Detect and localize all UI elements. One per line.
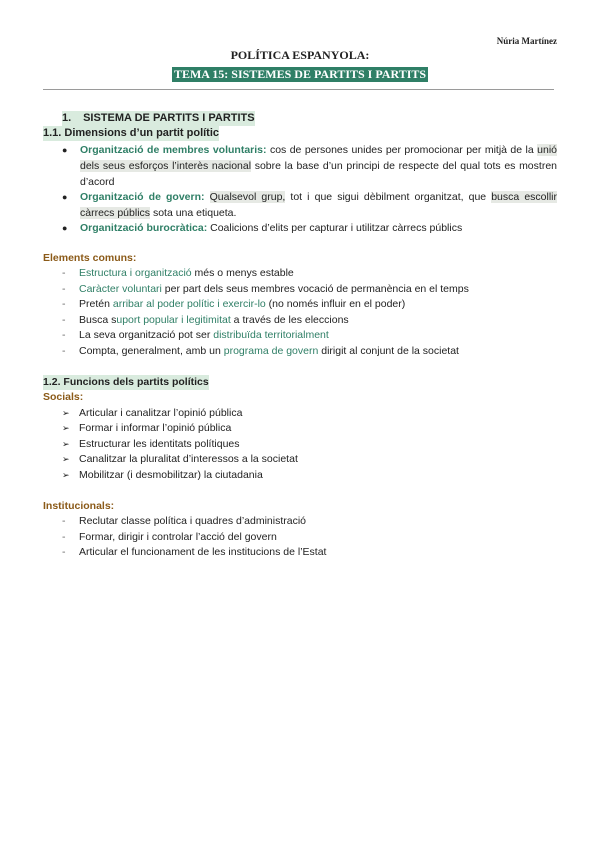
- page-subtitle: TEMA 15: SISTEMES DE PARTITS I PARTITS: [173, 67, 427, 81]
- arrow-icon: ➢: [62, 423, 70, 433]
- institucionals-heading: Institucionals:: [43, 500, 115, 512]
- list-item: [62, 220, 557, 236]
- list-item: [62, 468, 263, 483]
- highlight: unió dels seus esforços l’interès nacional: [80, 144, 557, 172]
- list-item: [62, 452, 298, 467]
- term: Organització de govern:: [80, 191, 205, 203]
- list-item: [62, 406, 242, 421]
- dash-icon: -: [62, 329, 66, 341]
- socials-heading: Socials:: [43, 391, 84, 403]
- dash-icon: -: [62, 546, 66, 558]
- bullet-icon: ●: [62, 192, 68, 202]
- highlight: Qualsevol grup,: [209, 191, 286, 203]
- list-item: [62, 266, 294, 281]
- list-item: [62, 142, 557, 190]
- text: per part dels seus membres vocació de permanència en el temps: [161, 283, 469, 295]
- subsection-heading-1-1: 1.1. Dimensions d’un partit polític: [43, 127, 220, 139]
- text: tot i que sigui dèbilment organitzat, que: [285, 191, 492, 203]
- list-item: [62, 545, 326, 560]
- dash-icon: -: [62, 345, 66, 357]
- list-item: [62, 344, 459, 359]
- list-item: [62, 189, 557, 221]
- text: Articular i canalitzar l’opinió pública: [79, 407, 243, 419]
- text: Mobilitzar (i desmobilitzar) la ciutadania: [79, 469, 263, 481]
- text: Formar i informar l’opinió pública: [79, 422, 232, 434]
- text: Pretén: [79, 298, 113, 310]
- highlight: busca escollir càrrecs públics: [80, 191, 557, 219]
- text: Canalitzar la pluralitat d’interessos a la societat: [79, 453, 298, 465]
- list-item: [62, 328, 329, 343]
- text: Reclutar classe política i quadres d’administració: [79, 515, 307, 527]
- list-item: [62, 421, 231, 436]
- text: Busca s: [79, 314, 117, 326]
- section-number: 1.: [62, 112, 72, 124]
- bullet-icon: ●: [62, 145, 68, 155]
- subsection-heading-1-2: 1.2. Funcions dels partits polítics: [43, 376, 209, 388]
- text: sota una etiqueta.: [150, 207, 237, 219]
- author-name: Núria Martínez: [496, 36, 557, 46]
- arrow-icon: ➢: [62, 454, 70, 464]
- term: Organització burocràtica:: [80, 222, 208, 234]
- dash-icon: -: [62, 267, 66, 279]
- dash-icon: -: [62, 283, 66, 295]
- header-divider: [43, 89, 554, 90]
- text: Estructurar les identitats polítiques: [79, 438, 240, 450]
- highlight: arribar al poder polític i exercir-lo: [112, 298, 266, 310]
- highlight: distribuïda territorialment: [213, 329, 329, 341]
- text: més o menys estable: [191, 267, 294, 279]
- highlight: uport popular i legitimitat: [116, 314, 231, 326]
- text: Formar, dirigir i controlar l’acció del govern: [79, 531, 277, 543]
- text: (no només influir en el poder): [265, 298, 406, 310]
- bullet-icon: ●: [62, 223, 68, 233]
- text: Coalicions d’elits per capturar i utilitzar càrrecs públics: [207, 222, 463, 234]
- dash-icon: -: [62, 515, 66, 527]
- arrow-icon: ➢: [62, 408, 70, 418]
- dash-icon: -: [62, 531, 66, 543]
- text: Articular el funcionament de les institucions de l’Estat: [79, 546, 327, 558]
- dash-icon: -: [62, 314, 66, 326]
- text: dirigit al conjunt de la societat: [318, 345, 459, 357]
- list-item: [62, 437, 240, 452]
- text: [205, 191, 210, 203]
- highlight: programa de govern: [223, 345, 319, 357]
- text: Compta, generalment, amb un: [79, 345, 224, 357]
- text: La seva organització pot ser: [79, 329, 214, 341]
- list-item: [62, 313, 349, 328]
- highlight: Caràcter voluntari: [79, 283, 162, 295]
- dash-icon: -: [62, 298, 66, 310]
- term: Organització de membres voluntaris:: [80, 144, 267, 156]
- list-item: [62, 297, 405, 312]
- text: cos de persones unides per promocionar per mitjà de la: [266, 144, 538, 156]
- arrow-icon: ➢: [62, 470, 70, 480]
- text: sobre la base d’un principi de respecte del qual tots es mostren d’acord: [80, 160, 557, 188]
- arrow-icon: ➢: [62, 439, 70, 449]
- text: a través de les eleccions: [230, 314, 349, 326]
- list-item: [62, 530, 277, 545]
- section-title: SISTEMA DE PARTITS I PARTITS: [83, 112, 255, 124]
- page-title: POLÍTICA ESPANYOLA:: [230, 48, 370, 62]
- highlight: Estructura i organització: [79, 267, 192, 279]
- section-heading: [62, 111, 255, 126]
- list-item: [62, 514, 306, 529]
- elements-heading: Elements comuns:: [43, 252, 137, 264]
- list-item: [62, 282, 469, 297]
